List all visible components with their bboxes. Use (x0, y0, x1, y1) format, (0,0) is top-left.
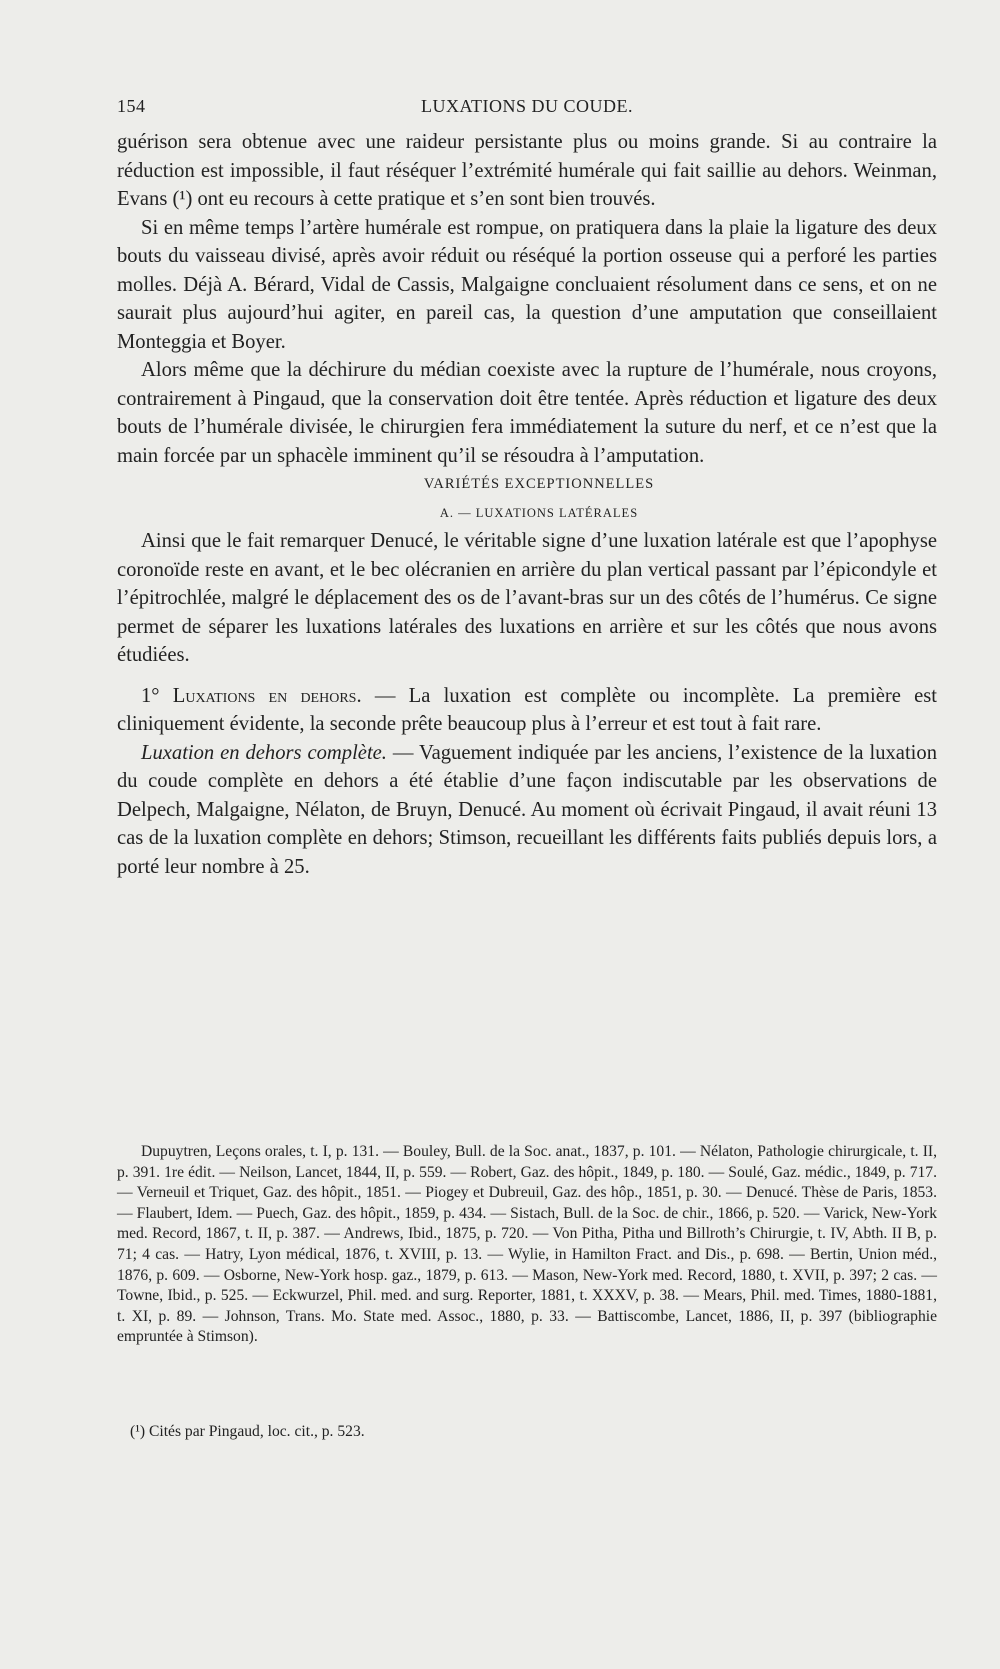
running-title: LUXATIONS DU COUDE. (421, 96, 633, 116)
paragraph: guérison sera obtenue avec une raideur persistante plus ou moins grande. Si au contraire la réduction est impossible, il faut réséquer l’extrémité humérale qui fait saillie au dehors. Weinman, Evans (¹) ont eu recours à cette pratique et s’en sont bien trouvés. (117, 131, 937, 210)
bibliography (117, 1142, 937, 1348)
main-text (117, 128, 937, 881)
paragraph (117, 739, 937, 882)
section-subtitle: A. — LUXATIONS LATÉRALES (439, 505, 639, 520)
paragraph-lead: 1° Luxations en dehors. (141, 684, 362, 707)
paragraph: Si en même temps l’artère humérale est rompue, on pratiquera dans la plaie la ligature des deux bouts du vaisseau divisé, après avoir réduit ou réséqué la portion osseuse qui a perforé les parties molles. Déjà A. Bérard, Vidal de Cassis, Malgaigne concluaient résolument dans ce sens, et on ne saurait plus aujourd’hui agiter, en pareil cas, la question d’une amputation que conseillaient Monteggia et Boyer. (117, 216, 937, 353)
paragraph-text: — La luxation est complète ou incomplète. La première est cliniquement évidente, la seconde prête beaucoup plus à l’erreur et est tout à fait rare. (117, 684, 938, 735)
paragraph: Alors même que la déchirure du médian coexiste avec la rupture de l’humérale, nous croyons, contrairement à Pingaud, que la conservation doit être tentée. Après réduction et ligature des deux bouts de l’humérale divisée, le chirurgien fera immédiatement la suture du nerf, et ce n’est que la main forcée par un sphacèle imminent qu’il se résoudra à l’amputation. (117, 359, 937, 467)
paragraph: Ainsi que le fait remarquer Denucé, le véritable signe d’une luxation latérale est que l’apophyse coronoïde reste en avant, et le bec olécranien en arrière du plan vertical passant par l’épicondyle et l’épitrochlée, malgré le déplacement des os de l’avant-bras sur un des côtés de l’humérus. Ce signe permet de séparer les luxations latérales des luxations en arrière et sur les côtés que nous avons étudiées. (117, 530, 937, 666)
paragraph (117, 682, 937, 739)
page-number: 154 (117, 96, 146, 116)
footnote: (¹) Cités par Pingaud, loc. cit., p. 523. (130, 1423, 365, 1440)
page-header (117, 96, 937, 126)
paragraph-text: — Vaguement indiquée par les anciens, l’existence de la luxation du coude complète en dehors a été établie d’une façon indiscutable par les observations de Delpech, Malgaigne, Nélaton, de Bruyn, Denucé. Au moment où écrivait Pingaud, il avait réuni 13 cas de la luxation complète en dehors; Stimson, recueillant les différents faits publiés depuis lors, a porté leur nombre à 25. (117, 741, 937, 878)
section-title: VARIÉTÉS EXCEPTIONNELLES (423, 476, 655, 492)
paragraph-lead: Luxation en dehors complète. (141, 741, 387, 764)
bibliography-text: Dupuytren, Leçons orales, t. I, p. 131. — Bouley, Bull. de la Soc. anat., 1837, p. 101. — Nélaton, Pathologie chirurgicale, t. II, p. 391. 1re édit. — Neilson, Lancet, 1844, II, p. 559. — Robert, Gaz. des hôpit., 1849, p. 180. — Soulé, Gaz. médic., 1849, p. 717. — Verneuil et Triquet, Gaz. des hôpit., 1851. — Piogey et Dubreuil, Gaz. des hôp., 1851, p. 30. — Denucé. Thèse de Paris, 1853. — Flaubert, Idem. — Puech, Gaz. des hôpit., 1859, p. 434. — Sistach, Bull. de la Soc. de chir., 1866, p. 520. — Varick, New-York med. Record, 1867, t. II, p. 387. — Andrews, Ibid., 1875, p. 720. — Von Pitha, Pitha und Billroth’s Chirurgie, t. IV, Abth. II B, p. 71; 4 cas. — Hatry, Lyon médical, 1876, t. XVIII, p. 13. — Wylie, in Hamilton Fract. and Dis., p. 698. — Bertin, Union méd., 1876, p. 609. — Osborne, New-York hosp. gaz., 1879, p. 613. — Mason, New-York med. Record, 1880, t. XVII, p. 397; 2 cas. — Towne, Ibid., p. 525. — Eckwurzel, Phil. med. and surg. Reporter, 1881, t. XXXV, p. 38. — Mears, Phil. med. Times, 1880-1881, t. XI, p. 89. — Johnson, Trans. Mo. State med. Assoc., 1880, p. 33. — Battiscombe, Lancet, 1886, II, p. 397 (bibliographie empruntée à Stimson). (117, 1143, 937, 1346)
